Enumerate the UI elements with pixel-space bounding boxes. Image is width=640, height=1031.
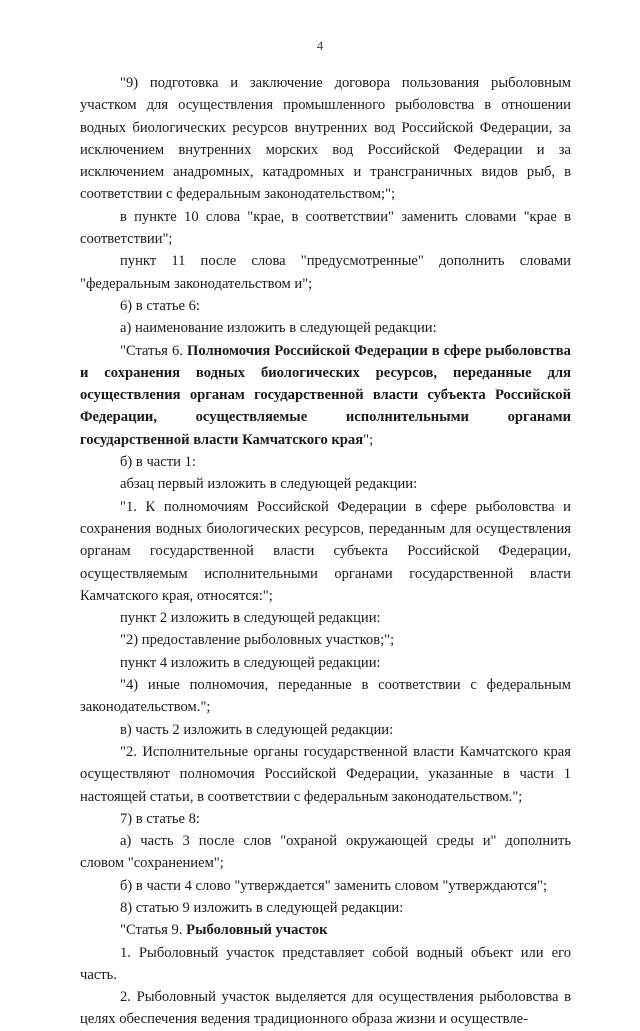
paragraph-part-2-text: "2. Исполнительные органы государственной власти Камчатского края осуществляют полномочия Российской Федерации, указанные в части 1 настоящей статьи, в соответствии с федеральным законодательством.";: [80, 743, 571, 805]
paragraph-abzac-first: абзац первый изложить в следующей редакции:: [120, 476, 418, 493]
paragraph-article-6-header: 6) в статье 6:: [120, 297, 200, 314]
paragraph-article-9-header: 8) статью 9 изложить в следующей редакции:: [120, 899, 404, 916]
paragraph-point-4-text: "4) иные полномочия, переданные в соответствии с федеральным законодательством.";: [80, 677, 571, 716]
paragraph-article-6-a: а) наименование изложить в следующей редакции:: [120, 320, 437, 337]
paragraph-article-6-title: [80, 340, 571, 451]
article-6-title-bold: Полномочия Российской Федерации в сфере рыболовства и сохранения водных биологических ресурсов, переданные для осуществления органам государственной власти субъекта Российской Федерации, осуществляемые исполнительными органами государственной власти Камчатского края: [80, 342, 571, 448]
paragraph-item-10-change: в пункте 10 слова "крае, в соответствии" заменить словами "крае в соответствии";: [80, 208, 571, 248]
paragraph-article-8-a: а) часть 3 после слов "охраной окружающей среды и" дополнить словом "сохранением";: [80, 833, 571, 872]
paragraph-article-6-b: б) в части 1:: [120, 454, 196, 471]
paragraph-item-11-change: пункт 11 после слова "предусмотренные" дополнить словами "федеральным законодательством и";: [80, 253, 571, 292]
paragraph-point-2-text: "2) предоставление рыболовных участков;";: [120, 632, 395, 649]
article-6-title-suffix: ";: [363, 431, 374, 448]
paragraph-article-9-part-2: 2. Рыболовный участок выделяется для осуществления рыболовства в целях обеспечения ведения традиционного образа жизни и осуществле-: [80, 989, 571, 1028]
page-number: 4: [316, 38, 324, 53]
article-9-title-prefix: "Статья 9.: [120, 922, 187, 939]
paragraph-point-2-label: пункт 2 изложить в следующей редакции:: [120, 610, 381, 627]
paragraph-article-6-v: в) часть 2 изложить в следующей редакции:: [120, 721, 394, 738]
document-body: [80, 72, 571, 1031]
article-9-title-bold: Рыболовный участок: [186, 922, 328, 939]
article-6-title-prefix: "Статья 6.: [120, 342, 187, 359]
paragraph-article-8-header: 7) в статье 8:: [120, 810, 200, 827]
paragraph-article-9-title: [80, 919, 571, 941]
paragraph-point-4-label: пункт 4 изложить в следующей редакции:: [120, 654, 381, 671]
paragraph-article-9-part-1: 1. Рыболовный участок представляет собой водный объект или его часть.: [80, 944, 571, 983]
paragraph-part-1-text: "1. К полномочиям Российской Федерации в сфере рыболовства и сохранения водных биологических ресурсов, переданным для осуществления органам государственной власти субъекта Российской Федерации, осуществляемым исполнительными органами государственной власти Камчатского края, относятся:";: [80, 498, 571, 604]
paragraph-article-8-b: б) в части 4 слово "утверждается" заменить словом "утверждаются";: [120, 877, 548, 894]
paragraph-item-9: "9) подготовка и заключение договора пользования рыболовным участком для осуществления промышленного рыболовства в отношении водных биологических ресурсов внутренних вод Российской Федерации, за исключением внутренних морских вод Российской Федерации и за исключением анадромных, катадромных и трансграничных видов рыб, в соответствии с федеральным законодательством;";: [80, 75, 571, 203]
